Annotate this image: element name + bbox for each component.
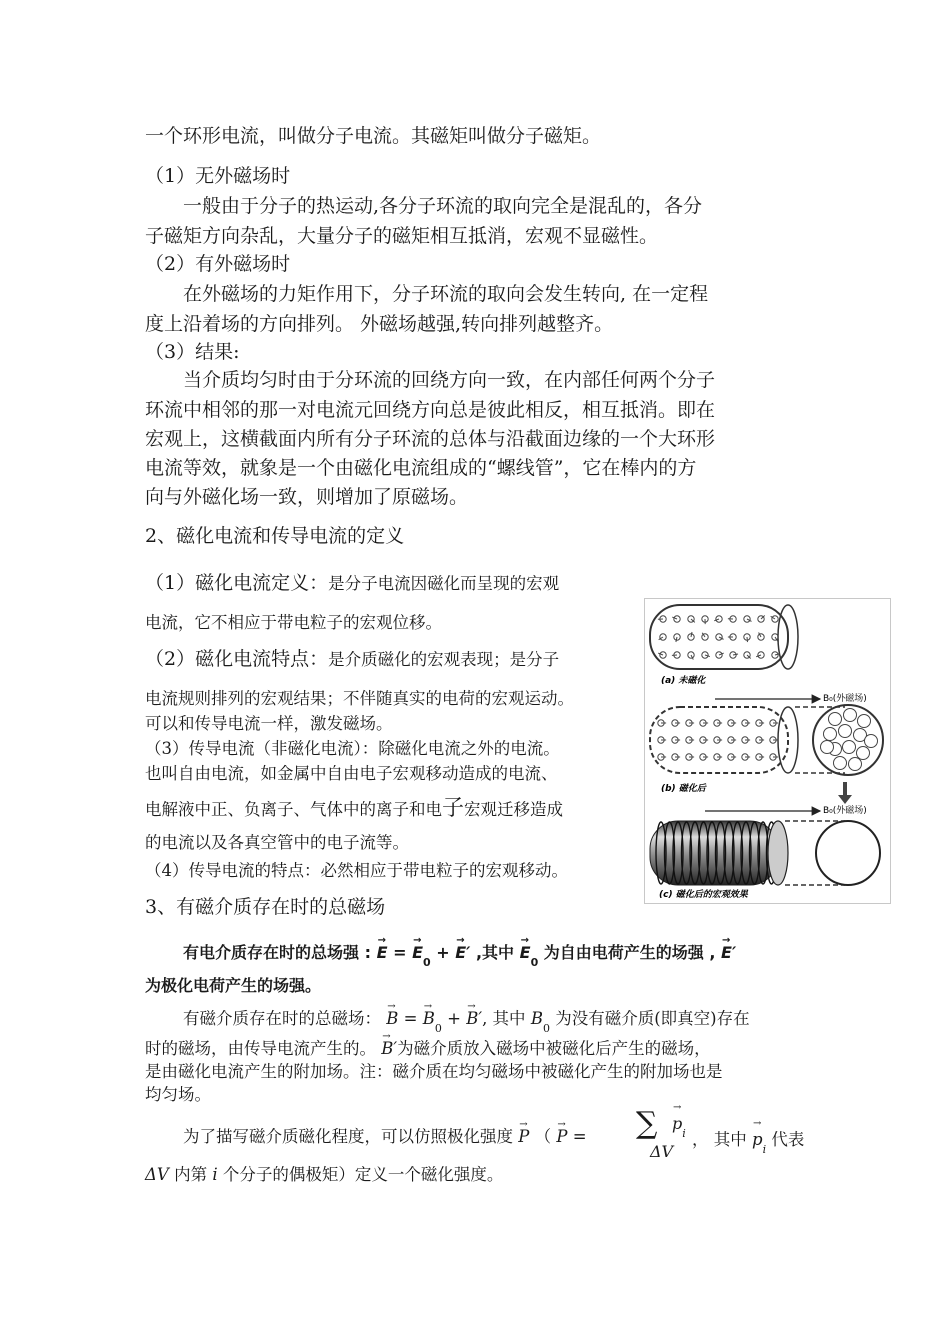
text-run: 有电介质存在时的总场强 :	[183, 943, 371, 962]
text-line: 一个环形电流，叫做分子电流。其磁矩叫做分子磁矩。	[145, 125, 602, 147]
text-run: 个分子的偶极矩）定义一个磁化强度。	[222, 1165, 504, 1184]
vector-B-prime: → B′	[466, 1008, 482, 1030]
math-operator: +	[447, 1009, 461, 1028]
math-operator: =	[403, 1009, 418, 1028]
vector-B: → B	[386, 1008, 398, 1030]
subscript: 0	[530, 956, 539, 969]
molecular-loop	[849, 758, 862, 771]
text-run: 时的磁场，由传导电流产生的。	[145, 1039, 376, 1058]
molecular-loop	[829, 713, 842, 726]
cylinder-unmagnetized	[650, 605, 798, 669]
symbol-delta-v: ΔV	[145, 1165, 169, 1184]
text-run: 代表	[771, 1130, 805, 1149]
text-line: 可以和传导电流一样，激发磁场。	[145, 714, 393, 733]
text-line: 向与外磁化场一致，则增加了原磁场。	[145, 486, 469, 508]
text-run: ， 其中	[692, 1130, 747, 1149]
arrow-down-icon	[838, 782, 852, 804]
subscript: i	[762, 1143, 767, 1156]
text-run: 为磁介质放入磁场中被磁化后产生的磁场，	[397, 1039, 711, 1058]
field-label-1: B₀(外磁场)	[823, 694, 867, 704]
vector-E-prime: → E′	[721, 942, 736, 964]
text-run: 为了描写磁介质磁化程度，可以仿照极化强度	[183, 1127, 513, 1146]
subscript: 0	[434, 1022, 442, 1035]
vector-B-prime: → B′	[381, 1038, 397, 1060]
vector-P: → P	[556, 1126, 567, 1148]
text-run: 电解液中正、负离子、气体中的离子和电	[145, 800, 442, 819]
vector-E-prime: → E′	[455, 942, 470, 964]
text-line: 电流，它不相应于带电粒子的宏观位移。	[145, 613, 442, 632]
moment-tick	[733, 654, 738, 655]
molecular-loop	[865, 735, 878, 748]
molecular-loop	[858, 715, 871, 728]
term-magnetization-current: （1）磁化电流定义：	[145, 572, 329, 594]
text-line	[145, 1164, 503, 1186]
moment-tick	[691, 632, 692, 637]
label-c: (c) 磁化后的宏观效果	[659, 890, 748, 900]
text-line: （3）传导电流（非磁化电流）：除磁化电流之外的电流。	[145, 739, 560, 758]
text-line: 在外磁场的力矩作用下，分子环流的取向会发生转向, 在一定程	[183, 283, 709, 305]
text-line: 的电流以及各真空管中的电子流等。	[145, 833, 409, 852]
subscript: 0	[542, 1022, 550, 1035]
text-line: 是由磁化电流产生的附加场。注：磁介质在均匀磁场中被磁化产生的附加场也是	[145, 1062, 723, 1081]
text-run: 有磁介质存在时的总磁场：	[183, 1009, 381, 1028]
solenoid-effect	[650, 821, 880, 885]
fraction-denominator: ΔV	[650, 1142, 674, 1161]
text-line: 均匀场。	[145, 1085, 211, 1104]
text-line	[145, 798, 563, 821]
subheading-with-field: （2）有外磁场时	[145, 253, 291, 275]
vector-P: → P	[518, 1126, 529, 1148]
subheading-no-field: （1）无外磁场时	[145, 165, 291, 187]
molecular-loop	[839, 725, 852, 738]
math-operator: =	[393, 943, 407, 962]
cylinder-magnetized	[650, 705, 883, 775]
vector-p: → p	[672, 1114, 682, 1133]
field-label-2: B₀(外磁场)	[823, 806, 867, 816]
vector-E0: → E	[520, 942, 531, 964]
text-line: （4）传导电流的特点：必然相应于带电粒子的宏观移动。	[145, 861, 568, 880]
molecular-loop	[824, 728, 837, 741]
fraction-numerator	[672, 1114, 686, 1140]
text-line: 电流等效，就象是一个由磁化电流组成的“螺线管”，它在棒内的方	[145, 457, 697, 479]
text-run: ,其中	[475, 943, 515, 962]
section-heading-2: 2、磁化电流和传导电流的定义	[145, 525, 405, 547]
symbol-i: i	[212, 1165, 218, 1184]
text-run: （	[534, 1127, 552, 1146]
subscript: i	[682, 1127, 686, 1140]
text-run: 宏观迁移造成	[464, 800, 564, 819]
vector-E: → E	[377, 942, 388, 964]
math-operator: +	[436, 943, 450, 962]
text-line: 宏观上，这横截面内所有分子环流的总体与沿截面边缘的一个大环形	[145, 428, 716, 450]
term-definition: 是介质磁化的宏观表现；是分子	[328, 650, 560, 669]
symbol-B0: B	[530, 1009, 543, 1028]
text-line: 子磁矩方向杂乱，大量分子的磁矩相互抵消，宏观不显磁性。	[145, 225, 659, 247]
vector-B0: → B	[423, 1008, 435, 1030]
text-line: 为极化电荷产生的场强。	[145, 976, 322, 995]
molecular-loop	[843, 741, 856, 754]
math-operator: =	[572, 1127, 587, 1146]
section-heading-3: 3、有磁介质存在时的总磁场	[145, 896, 386, 918]
text-run: 为自由电荷产生的场强 ,	[543, 943, 716, 962]
text-line: 度上沿着场的方向排列。 外磁场越强,转向排列越整齐。	[145, 313, 614, 335]
vector-E0: → E	[412, 942, 423, 964]
text-run: 内第	[174, 1165, 208, 1184]
text-line	[183, 1008, 750, 1040]
moment-tick	[676, 637, 677, 642]
term-definition: 是分子电流因磁化而呈现的宏观	[328, 574, 560, 593]
text-line	[145, 1038, 711, 1060]
molecular-loop	[857, 747, 870, 760]
molecular-loop	[821, 741, 834, 754]
term-magnetization-features: （2）磁化电流特点：	[145, 648, 329, 670]
text-line: 电流规则排列的宏观结果；不伴随真实的电荷的宏观运动。	[145, 689, 574, 708]
molecular-loop	[834, 757, 847, 770]
text-line: 一般由于分子的热运动,各分子环流的取向完全是混乱的，各分	[183, 195, 703, 217]
text-run: , 其中	[482, 1009, 526, 1028]
figure-svg	[645, 599, 890, 903]
text-line	[183, 1126, 587, 1148]
sum-symbol: ∑	[636, 1106, 658, 1141]
subheading-result: （3）结果:	[145, 341, 240, 363]
text-line	[183, 942, 736, 974]
text-run: 为没有磁介质(即真空)存在	[555, 1009, 750, 1028]
text-line	[145, 572, 559, 595]
magnetization-figure	[644, 598, 891, 904]
text-line	[145, 648, 559, 671]
text-run: 子	[442, 796, 465, 821]
vector-p: → p	[752, 1130, 763, 1149]
text-line: 也叫自由电流，如金属中自由电子宏观移动造成的电流、	[145, 764, 558, 783]
text-line	[692, 1126, 804, 1156]
label-b: (b) 磁化后	[661, 784, 706, 794]
text-line: 环流中相邻的那一对电流元回绕方向总是彼此相反，相互抵消。即在	[145, 399, 716, 421]
molecular-loop	[844, 709, 857, 722]
subscript: 0	[423, 956, 431, 969]
text-line: 当介质均匀时由于分环流的回绕方向一致，在内部任何两个分子	[183, 369, 716, 391]
label-a: (a) 未磁化	[661, 676, 706, 686]
